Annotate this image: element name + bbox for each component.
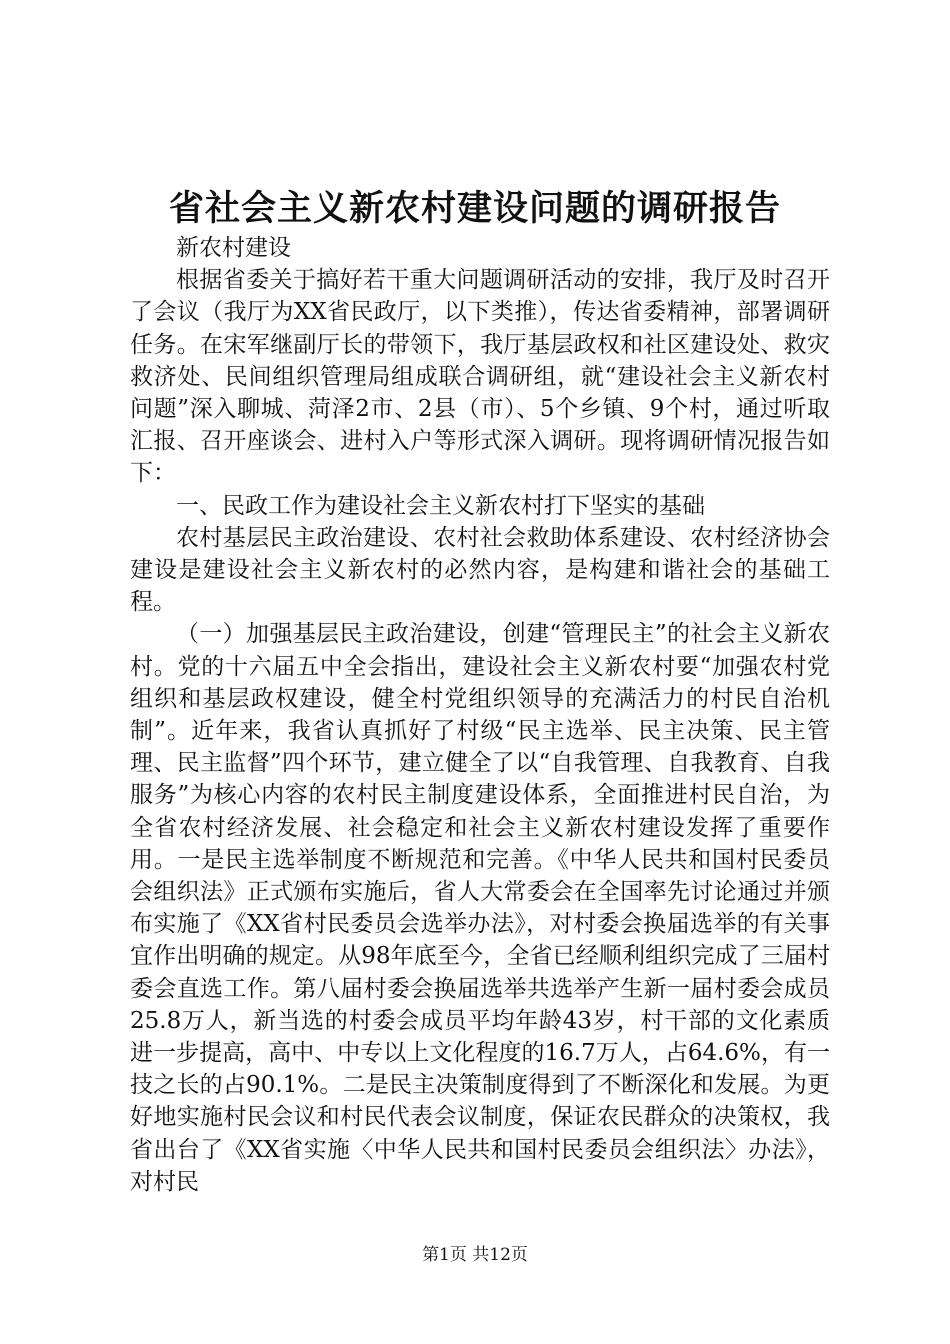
- paragraph-keyword: 新农村建设: [176, 235, 291, 261]
- section-heading: 一、民政工作为建设社会主义新农村打下坚实的基础: [176, 492, 705, 519]
- paragraph-subsection-1: （一）加强基层民主政治建设，创建“管理民主”的社会主义新农村。党的十六届五中全会指出，建设社会主义新农村要“加强农村党组织和基层政权建设，健全村党组织领导的充满活力的村民自治机制”。近年来，我省认真抓好了村级“民主选举、民主决策、民主管理、民主监督”四个环节，建立健全了以“自我管理、自我教育、自我服务”为核心内容的农村民主制度建设体系，全面推进村民自治，为全省农村经济发展、社会稳定和社会主义新农村建设发挥了重要作用。一是民主选举制度不断规范和完善。《中华人民共和国村民委员会组织法》正式颁布实施后，省人大常委会在全国率先讨论通过并颁布实施了《XX省村民委员会选举办法》，对村委会换届选举的有关事宜作出明确的规定。从98年底至今，全省已经顺利组织完成了三届村委会直选工作。第八届村委会换届选举共选举产生新一届村委会成员25.8万人，新当选的村委会成员平均年龄43岁，村干部的文化素质进一步提高，高中、中专以上文化程度的16.7万人，占64.6%，有一技之长的占90.1%。二是民主决策制度得到了不断深化和发展。为更好地实施村民会议和村民代表会议制度，保证农民群众的决策权，我省出台了《XX省实施〈中华人民共和国村民委员会组织法〉办法》，对村民: [130, 621, 830, 1195]
- paragraph-summary: 农村基层民主政治建设、农村社会救助体系建设、农村经济协会建设是建设社会主义新农村的必然内容，是构建和谐社会的基础工程。: [130, 524, 830, 616]
- document-body: [130, 232, 830, 1198]
- page-footer: 第1页 共12页: [422, 1245, 528, 1265]
- paragraph-intro: 根据省委关于搞好若干重大问题调研活动的安排，我厅及时召开了会议（我厅为XX省民政厅，以下类推），传达省委精神，部署调研任务。在宋军继副厅长的带领下，我厅基层政权和社区建设处、救灾救济处、民间组织管理局组成联合调研组，就“建设社会主义新农村问题”深入聊城、菏泽2市、2县（市）、5个乡镇、9个村，通过听取汇报、召开座谈会、进村入户等形式深入调研。现将调研情况报告如下：: [130, 267, 830, 487]
- page-title: 省社会主义新农村建设问题的调研报告: [168, 189, 781, 229]
